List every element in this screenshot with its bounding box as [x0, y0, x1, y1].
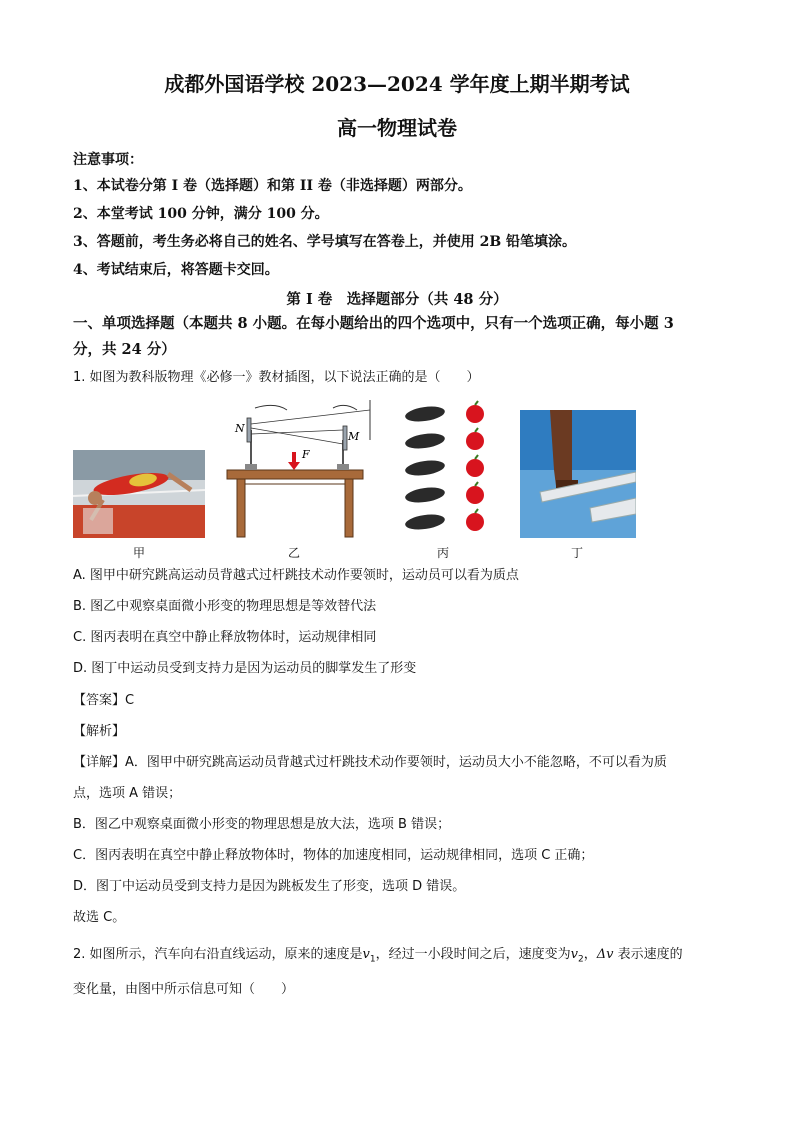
notice-item: 2、本堂考试 100 分钟，满分 100 分。	[73, 206, 329, 222]
feather-apple-diagram	[395, 400, 495, 540]
q2-stem-part: ，经过一小段时间之后，速度变为	[375, 947, 571, 962]
notice-heading: 注意事项：	[73, 152, 143, 168]
notice-item: 1、本试卷分第 I 卷（选择题）和第 II 卷（非选择题）两部分。	[73, 178, 472, 194]
delta-v-symbol: Δv	[596, 947, 614, 962]
exam-subtitle: 高一物理试卷	[337, 116, 457, 140]
part-heading-line2: 分，共 24 分）	[73, 341, 176, 358]
question-2-stem-line1	[73, 945, 683, 970]
option-d: D. 图丁中运动员受到支持力是因为运动员的脚掌发生了形变	[73, 661, 417, 676]
caption-bing: 丙	[436, 546, 449, 560]
diving-board-photo	[520, 410, 636, 538]
v1-symbol: v	[362, 947, 370, 962]
v1-subscript: 1	[369, 954, 376, 965]
high-jump-photo	[73, 450, 205, 538]
part-heading-line1: 一、单项选择题（本题共 8 小题。在每小题给出的四个选项中，只有一个选项正确，每小题 3	[73, 315, 674, 332]
detail-line: B．图乙中观察桌面微小形变的物理思想是放大法，选项 B 错误；	[73, 817, 451, 832]
detail-line: D．图丁中运动员受到支持力是因为跳板发生了形变，选项 D 错误。	[73, 879, 466, 894]
caption-ding: 丁	[570, 546, 583, 560]
v2-subscript: 2	[578, 954, 584, 965]
detail-line: 【详解】A．图甲中研究跳高运动员背越式过杆跳技术动作要领时，运动员大小不能忽略，不可以看为质	[73, 755, 667, 770]
force-f-label: F	[302, 448, 310, 461]
v2-symbol: v	[570, 947, 579, 962]
notice-item: 4、考试结束后，将答题卡交回。	[73, 262, 279, 278]
detail-line: 故选 C。	[73, 910, 126, 925]
mirror-n-label: N	[235, 422, 245, 435]
question-2-stem-line2: 变化量，由图中所示信息可知（ ）	[73, 982, 295, 997]
q2-stem-part: 2. 如图所示，汽车向右沿直线运动，原来的速度是	[73, 947, 363, 962]
caption-jia: 甲	[132, 546, 145, 560]
q2-stem-part: 表示速度的	[613, 947, 683, 962]
q2-stem-part: ，	[583, 947, 597, 962]
option-c: C. 图丙表明在真空中静止释放物体时，运动规律相同	[73, 630, 377, 645]
answer-line: 【答案】C	[73, 693, 135, 708]
detail-line: C．图丙表明在真空中静止释放物体时，物体的加速度相同，运动规律相同，选项 C 正确；	[73, 848, 594, 863]
section-heading: 第 I 卷 选择题部分（共 48 分）	[286, 291, 508, 308]
option-a: A. 图甲中研究跳高运动员背越式过杆跳技术动作要领时，运动员可以看为质点	[73, 568, 519, 583]
notice-item: 3、答题前，考生务必将自己的姓名、学号填写在答卷上，并使用 2B 铅笔填涂。	[73, 234, 577, 250]
question-1-stem: 1. 如图为教科版物理《必修一》教材插图，以下说法正确的是（ ）	[73, 370, 480, 385]
table-mirror-diagram	[225, 400, 375, 540]
option-b: B. 图乙中观察桌面微小形变的物理思想是等效替代法	[73, 599, 377, 614]
mirror-m-label: M	[348, 430, 360, 443]
exam-title: 成都外国语学校 2023—2024 学年度上期半期考试	[164, 72, 630, 96]
analysis-heading: 【解析】	[73, 724, 126, 739]
detail-line: 点，选项 A 错误；	[73, 786, 182, 801]
caption-yi: 乙	[287, 546, 300, 560]
